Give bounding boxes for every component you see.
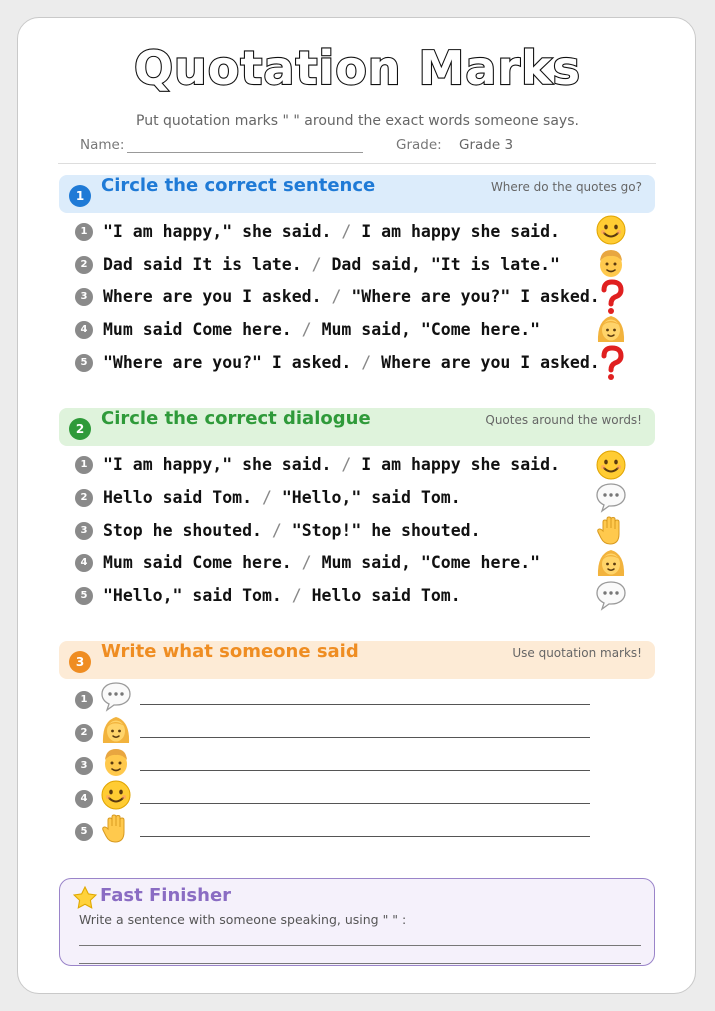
sentence-choices — [103, 485, 461, 511]
fast-finisher-text: Write a sentence with someone speaking, using " " : — [79, 912, 407, 927]
divider — [58, 163, 656, 164]
sentence-choices — [103, 452, 560, 478]
smiling-face-icon — [595, 214, 627, 246]
grade-label: Grade: — [396, 137, 442, 153]
grade-value: Grade 3 — [459, 137, 514, 153]
sentence-choices — [103, 350, 600, 376]
choice-separator: / — [321, 287, 352, 306]
section-heading: Circle the correct dialogue — [101, 408, 371, 429]
answer-line[interactable] — [79, 945, 641, 946]
instructions: Put quotation marks " " around the exact words someone says. — [136, 113, 579, 129]
choice-a[interactable]: Hello said Tom. — [103, 488, 253, 507]
choice-a[interactable]: "Hello," said Tom. — [103, 586, 282, 605]
item-number: 1 — [75, 691, 93, 709]
section-heading: Circle the correct sentence — [101, 175, 376, 196]
raised-hand-icon — [595, 514, 627, 546]
section-1-header — [59, 175, 655, 213]
choice-b[interactable]: Dad said, "It is late." — [331, 255, 560, 274]
answer-line[interactable] — [140, 737, 590, 738]
section-3-header — [59, 641, 655, 679]
woman-face-icon — [595, 312, 627, 344]
section-number: 2 — [69, 418, 91, 440]
item-number: 2 — [75, 256, 93, 274]
woman-face-icon — [595, 546, 627, 578]
choice-separator: / — [291, 320, 322, 339]
choice-separator: / — [351, 353, 382, 372]
answer-line[interactable] — [140, 836, 590, 837]
item-number: 3 — [75, 757, 93, 775]
choice-separator: / — [331, 222, 362, 241]
choice-a[interactable]: Dad said It is late. — [103, 255, 302, 274]
choice-b[interactable]: Hello said Tom. — [311, 586, 461, 605]
item-number: 1 — [75, 456, 93, 474]
sentence-choices — [103, 317, 540, 343]
sentence-choices — [103, 583, 461, 609]
star-icon — [72, 885, 98, 911]
section-tip: Quotes around the words! — [485, 413, 642, 427]
section-tip: Use quotation marks! — [512, 646, 642, 660]
choice-a[interactable]: "I am happy," she said. — [103, 455, 332, 474]
choice-b[interactable]: I am happy she said. — [361, 222, 560, 241]
item-number: 5 — [75, 823, 93, 841]
item-number: 2 — [75, 724, 93, 742]
choice-b[interactable]: Mum said, "Come here." — [321, 553, 541, 572]
name-label: Name: — [80, 137, 125, 153]
fast-finisher-heading: Fast Finisher — [100, 885, 232, 906]
choice-a[interactable]: "I am happy," she said. — [103, 222, 332, 241]
item-number: 4 — [75, 790, 93, 808]
choice-b[interactable]: Where are you I asked. — [381, 353, 600, 372]
choice-b[interactable]: Mum said, "Come here." — [321, 320, 541, 339]
sentence-choices — [103, 219, 560, 245]
question-mark-icon — [595, 279, 627, 311]
choice-separator: / — [261, 521, 292, 540]
item-number: 1 — [75, 223, 93, 241]
page-title: Quotation Marks — [133, 41, 582, 95]
section-number: 1 — [69, 185, 91, 207]
section-heading: Write what someone said — [101, 641, 359, 662]
sentence-choices — [103, 252, 560, 278]
sentence-choices — [103, 284, 600, 310]
choice-separator: / — [331, 455, 362, 474]
choice-a[interactable]: Stop he shouted. — [103, 521, 262, 540]
man-face-icon — [100, 746, 132, 778]
choice-b[interactable]: I am happy she said. — [361, 455, 560, 474]
choice-b[interactable]: "Stop!" he shouted. — [291, 521, 481, 540]
section-number: 3 — [69, 651, 91, 673]
fast-finisher-box — [59, 878, 655, 966]
choice-b[interactable]: "Hello," said Tom. — [281, 488, 461, 507]
item-number: 4 — [75, 321, 93, 339]
section-2-header — [59, 408, 655, 446]
answer-line[interactable] — [140, 704, 590, 705]
choice-a[interactable]: Where are you I asked. — [103, 287, 322, 306]
name-field[interactable] — [127, 152, 363, 153]
item-number: 3 — [75, 522, 93, 540]
item-number: 3 — [75, 288, 93, 306]
choice-a[interactable]: Mum said Come here. — [103, 553, 292, 572]
item-number: 4 — [75, 554, 93, 572]
choice-a[interactable]: "Where are you?" I asked. — [103, 353, 352, 372]
sentence-choices — [103, 550, 540, 576]
item-number: 5 — [75, 587, 93, 605]
man-face-icon — [595, 247, 627, 279]
choice-a[interactable]: Mum said Come here. — [103, 320, 292, 339]
question-mark-icon — [595, 345, 627, 377]
sentence-choices — [103, 518, 481, 544]
choice-b[interactable]: "Where are you?" I asked. — [351, 287, 600, 306]
woman-face-icon — [100, 713, 132, 745]
speech-bubble-icon — [595, 579, 627, 611]
item-number: 2 — [75, 489, 93, 507]
section-tip: Where do the quotes go? — [490, 180, 642, 194]
choice-separator: / — [281, 586, 312, 605]
choice-separator: / — [301, 255, 332, 274]
choice-separator: / — [291, 553, 322, 572]
smiling-face-icon — [100, 779, 132, 811]
speech-bubble-icon — [595, 481, 627, 513]
answer-line[interactable] — [79, 963, 641, 964]
speech-bubble-icon — [100, 680, 132, 712]
item-number: 5 — [75, 354, 93, 372]
answer-line[interactable] — [140, 770, 590, 771]
raised-hand-icon — [100, 812, 132, 844]
smiling-face-icon — [595, 449, 627, 481]
answer-line[interactable] — [140, 803, 590, 804]
choice-separator: / — [252, 488, 282, 507]
